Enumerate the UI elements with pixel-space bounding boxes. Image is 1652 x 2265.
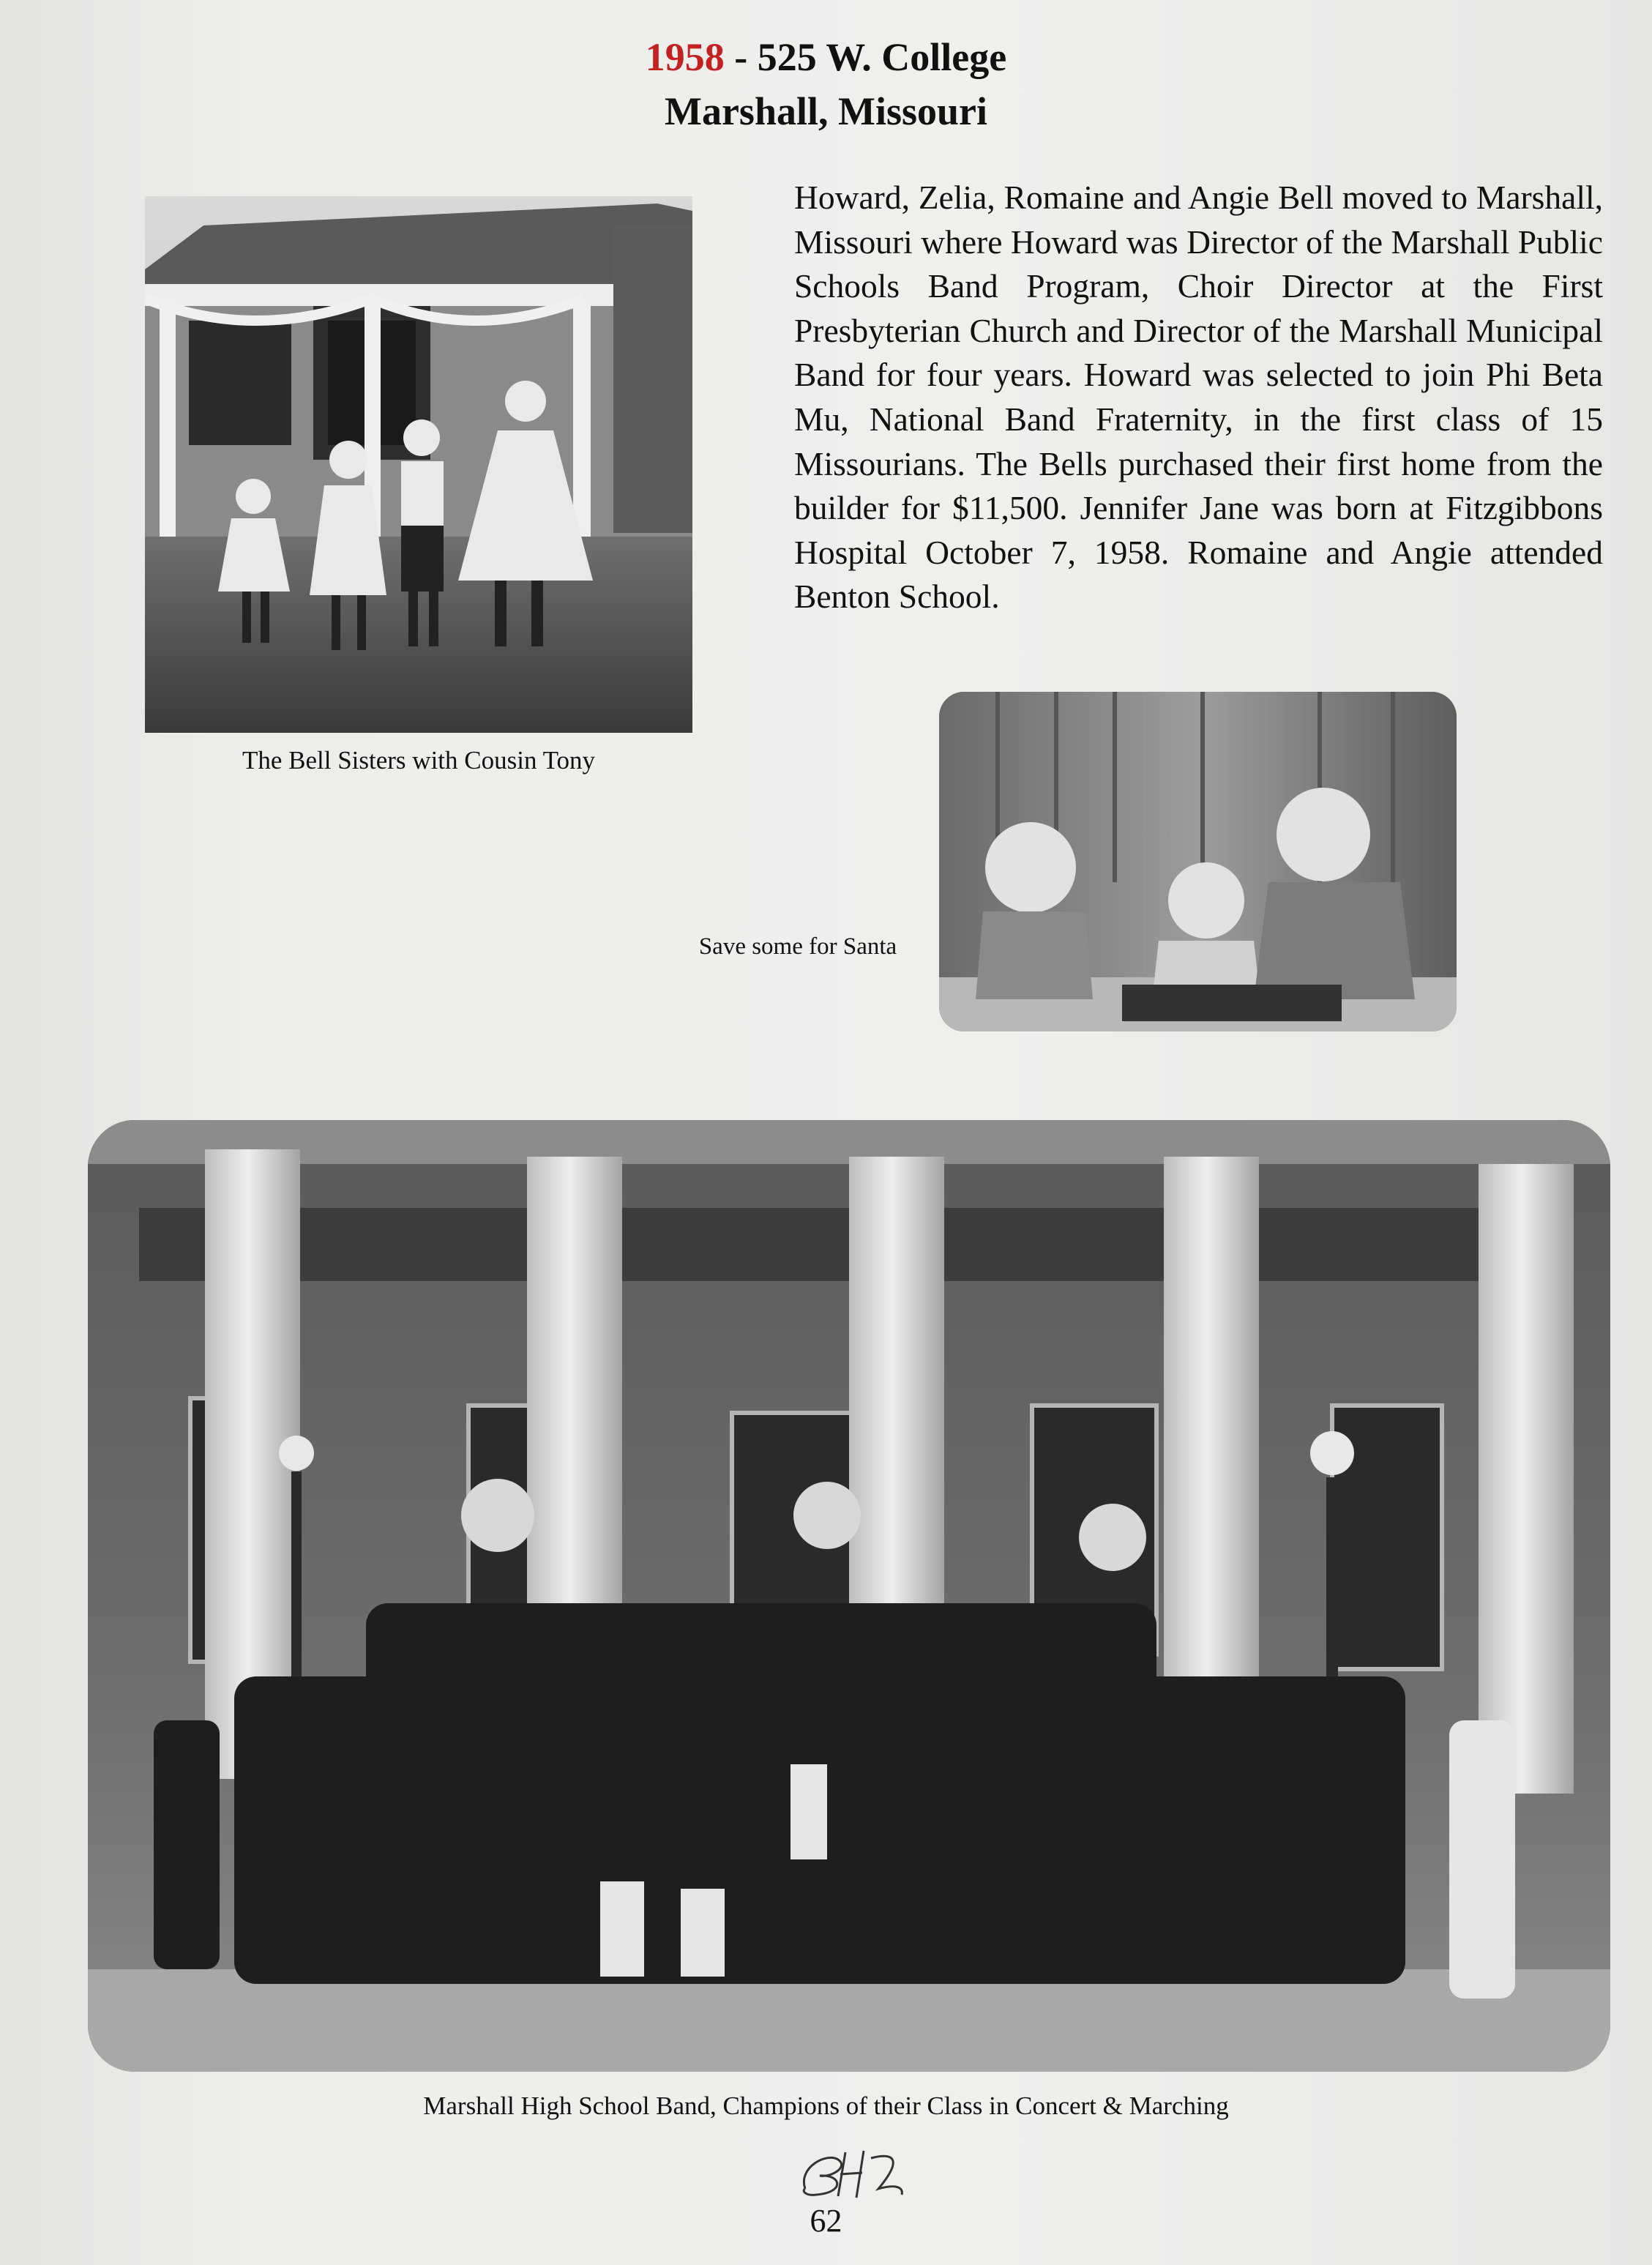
page-subtitle: Marshall, Missouri [665,89,987,133]
photo-caption-band: Marshall High School Band, Champions of their Class in Concert & Marching [423,2092,1229,2120]
page-number: 62 [810,2203,842,2239]
photo-caption-santa: Save some for Santa [698,933,897,960]
photo-marshall-high-school-band [88,1120,1610,2072]
title-year: 1958 [645,35,725,79]
body-text [794,176,1603,619]
page-title [0,28,1652,86]
photo-caption-bell-sisters: The Bell Sisters with Cousin Tony [242,746,596,775]
body-paragraph: Howard, Zelia, Romaine and Angie Bell moved to Marshall, Missouri where Howard was Director of the Marshall Public Schools Band Program, Choir Director at the First Presbyterian Church and Director of the Marshall Municipal Band for four years. Howard was selected to join Phi Beta Mu, National Band Fraternity, in the first class of 15 Missourians. The Bells purchased their first home from the builder for $11,500. Jennifer Jane was born at Fitzgibbons Hospital October 7, 1958. Romaine and Angie attended Benton School. [794,179,1603,616]
photo-bell-sisters [145,196,692,733]
photo-save-some-for-santa [939,692,1457,1031]
title-address: - 525 W. College [724,35,1007,79]
